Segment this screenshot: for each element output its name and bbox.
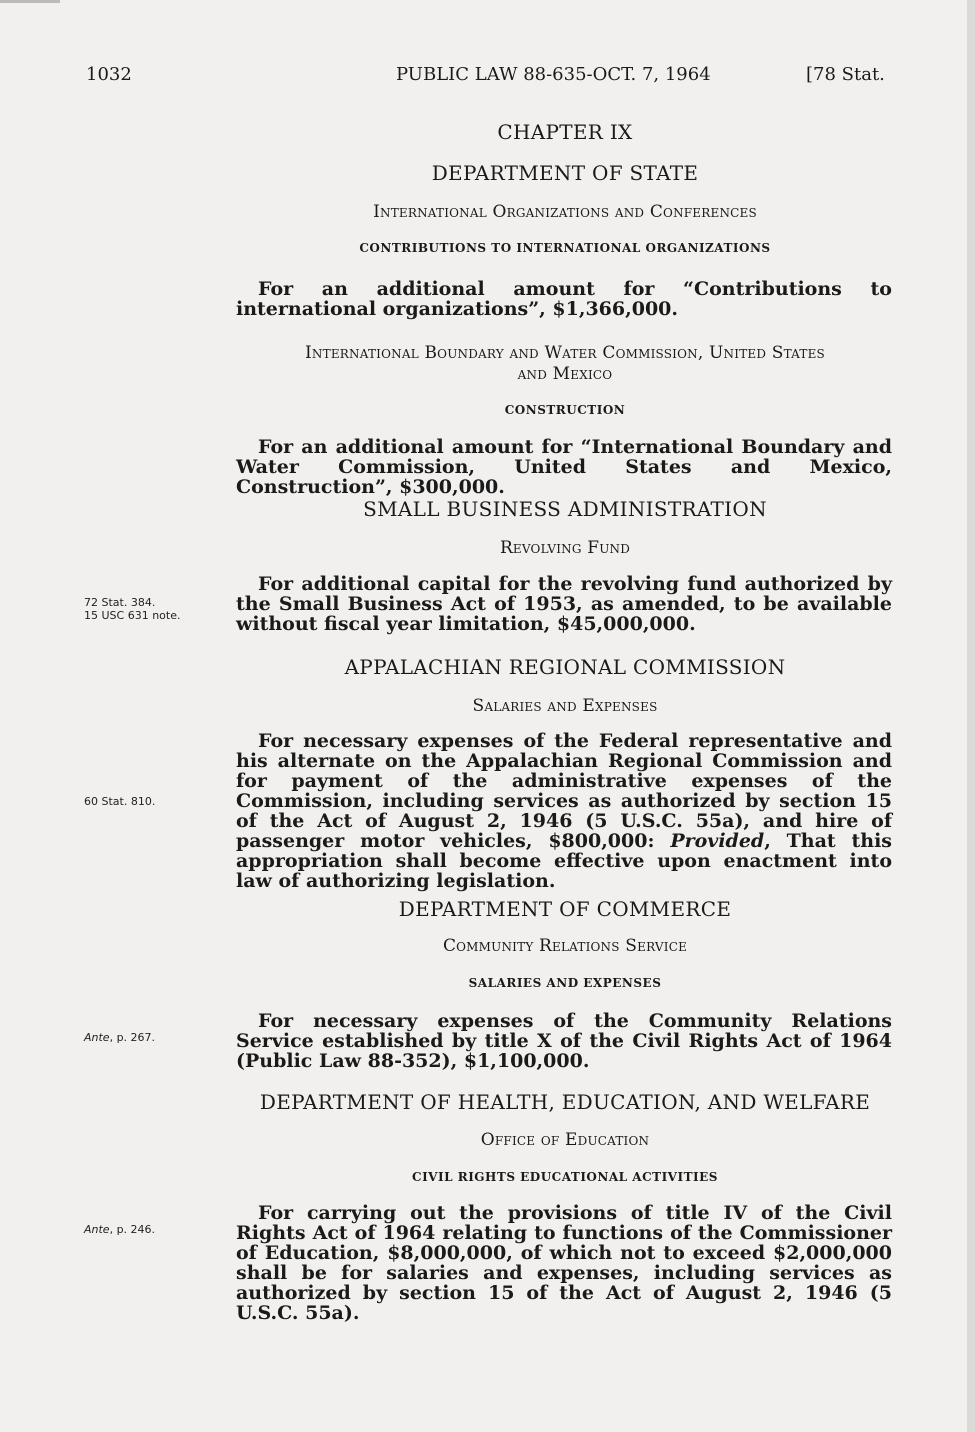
sba-heading: Revolving Fund: [499, 538, 631, 558]
boundary-paragraph: [236, 437, 892, 497]
page-number: 1032: [86, 64, 132, 85]
commerce-margin-note: [84, 1031, 224, 1044]
scan-edge-right: [967, 0, 975, 1432]
chapter-label: CHAPTER IX: [497, 120, 633, 144]
stat-reference: [78 Stat.: [806, 64, 885, 85]
hew-margin-page: , p. 246.: [109, 1223, 156, 1236]
sba-margin-note-1: 72 Stat. 384.: [84, 596, 156, 609]
hew-margin-note: [84, 1223, 224, 1236]
intl-orgs-heading: International Organizations and Conferences: [373, 202, 757, 222]
hew-paragraph: [236, 1203, 892, 1323]
arc-paragraph: [236, 731, 892, 891]
sba-text: For additional capital for the revolving fund authorized by the Small Business Act of 1953, as amended, to be available without fiscal year limitation, $45,000,000.: [236, 573, 892, 635]
boundary-heading-line2: and Mexico: [517, 364, 613, 384]
boundary-text: For an additional amount for “International Boundary and Water Commission, United States and Mexico, Construction”, $300,000.: [236, 436, 892, 498]
hew-text: For carrying out the provisions of title IV of the Civil Rights Act of 1964 relating to functions of the Commissioner of Education, $8,000,000, of which not to exceed $2,000,000 shall be for salaries and expenses, including services as authorized by section 15 of the Act of August 2, 1946 (5 U.S.C. 55a).: [236, 1202, 892, 1324]
arc-title: APPALACHIAN REGIONAL COMMISSION: [344, 655, 786, 679]
arc-text-provided: Provided: [670, 830, 765, 852]
arc-text-part2: , That this appropriation shall become effective upon enactment into law of authorizing legislation.: [236, 830, 892, 892]
commerce-subheading: SALARIES AND EXPENSES: [468, 976, 662, 990]
commerce-heading: Community Relations Service: [442, 936, 688, 956]
commerce-title: DEPARTMENT OF COMMERCE: [398, 897, 732, 921]
hew-title: DEPARTMENT OF HEALTH, EDUCATION, AND WELFARE: [259, 1090, 871, 1114]
arc-margin-note: 60 Stat. 810.: [84, 795, 156, 808]
boundary-subheading: CONSTRUCTION: [504, 403, 626, 417]
hew-margin-ante: Ante: [84, 1223, 110, 1236]
running-title: PUBLIC LAW 88-635-OCT. 7, 1964: [396, 64, 711, 85]
scan-edge-top: [0, 0, 60, 3]
department-of-state-title: DEPARTMENT OF STATE: [431, 161, 699, 185]
sba-margin-note-2: 15 USC 631 note.: [84, 609, 181, 622]
intl-orgs-subheading: CONTRIBUTIONS TO INTERNATIONAL ORGANIZATIONS: [359, 241, 771, 255]
boundary-heading-line1: International Boundary and Water Commission, United States: [305, 343, 825, 363]
sba-paragraph: [236, 574, 892, 634]
intl-orgs-text: For an additional amount for “Contributions to international organizations”, $1,366,000.: [236, 278, 892, 320]
sba-title: SMALL BUSINESS ADMINISTRATION: [363, 497, 767, 521]
arc-text-part1: For necessary expenses of the Federal representative and his alternate on the Appalachian Regional Commission and for payment of the administrative expenses of the Commission, including services as authorized by section 15 of the Act of August 2, 1946 (5 U.S.C. 55a), and hire of passenger motor vehicles, $800,000:: [236, 730, 892, 852]
hew-heading: Office of Education: [480, 1130, 650, 1150]
commerce-text: For necessary expenses of the Community Relations Service established by title X of the Civil Rights Act of 1964 (Public Law 88-352), $1,100,000.: [236, 1010, 892, 1072]
commerce-margin-page: , p. 267.: [109, 1031, 156, 1044]
commerce-paragraph: [236, 1011, 892, 1071]
intl-orgs-paragraph: [236, 279, 892, 319]
sba-margin-note: [84, 596, 224, 622]
arc-heading: Salaries and Expenses: [472, 696, 658, 716]
hew-subheading: CIVIL RIGHTS EDUCATIONAL ACTIVITIES: [412, 1170, 718, 1184]
commerce-margin-ante: Ante: [84, 1031, 110, 1044]
